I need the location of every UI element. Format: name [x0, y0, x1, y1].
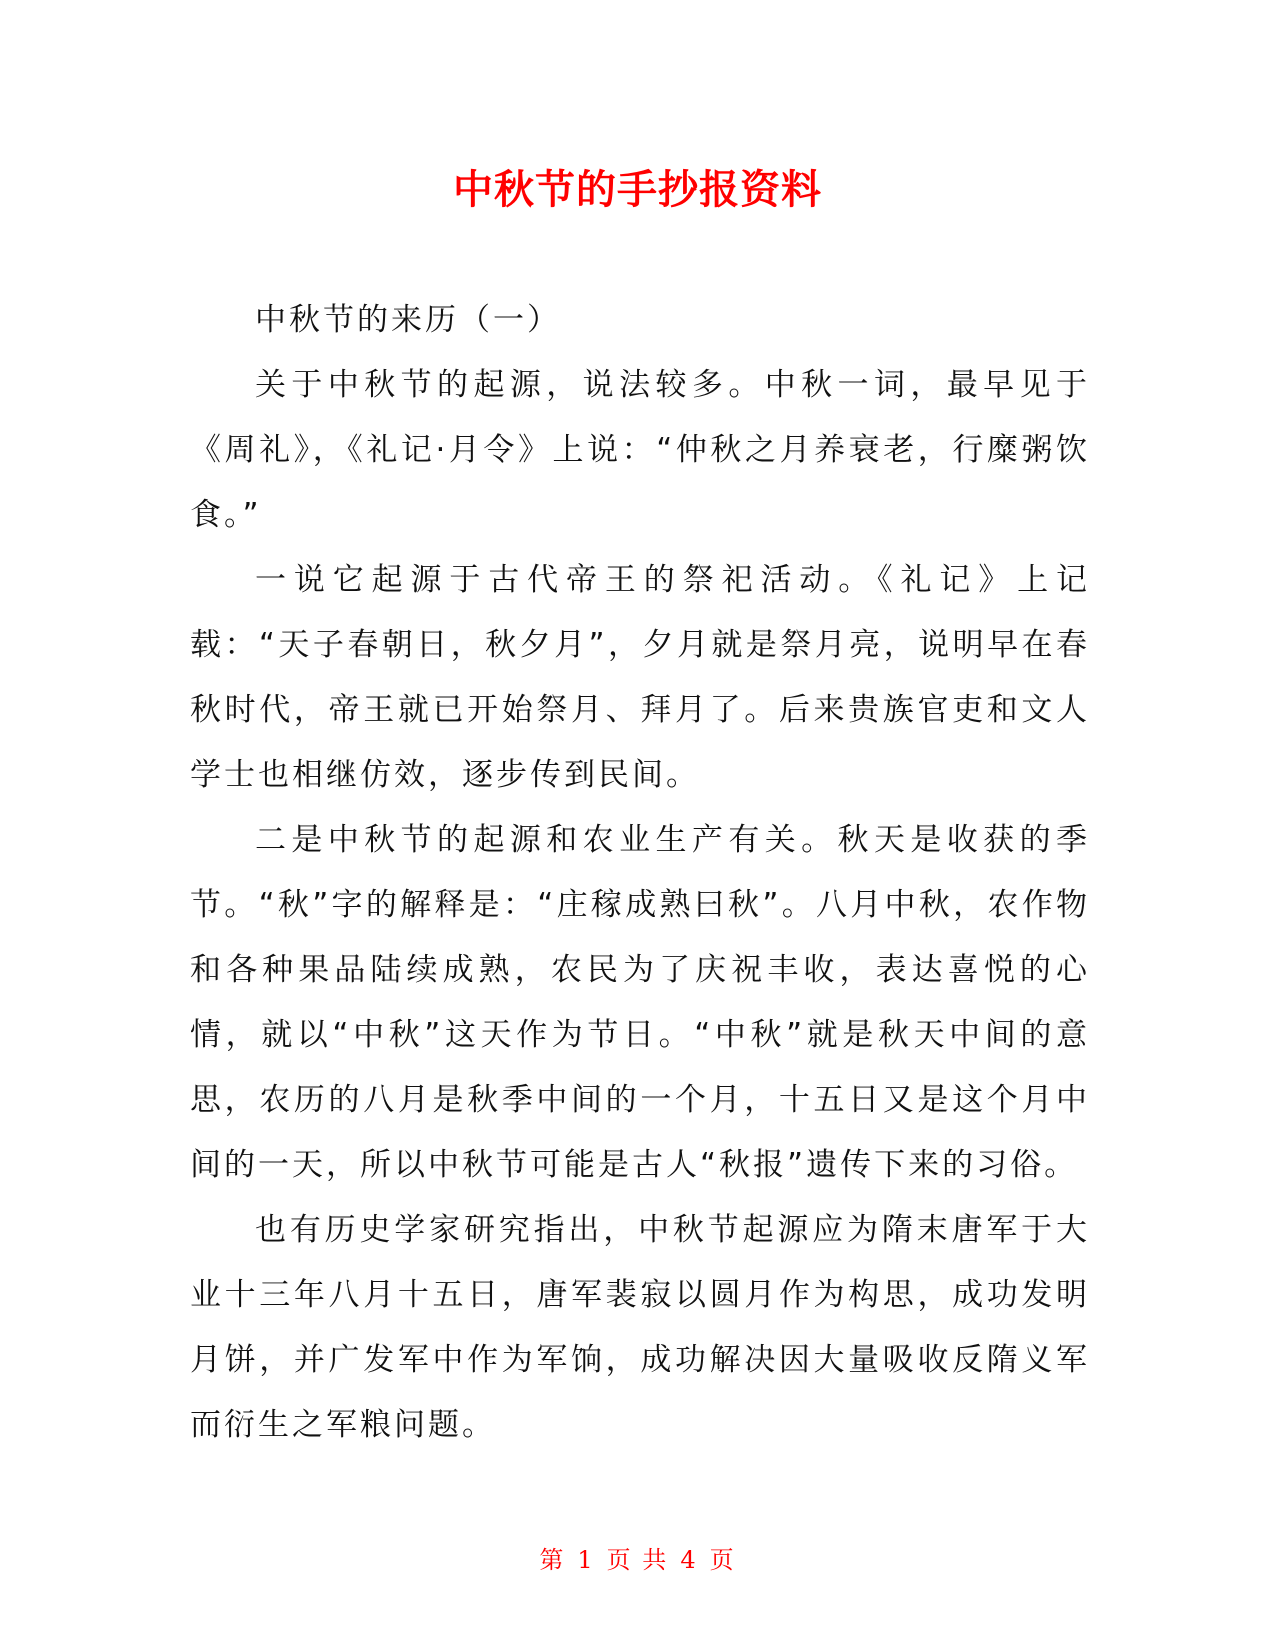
paragraph: 关于中秋节的起源，说法较多。中秋一词，最早见于《周礼》，《礼记·月令》上说：“仲秋之月养衰老，行糜粥饮食。” — [190, 367, 1090, 533]
footer-mid: 页 共 — [606, 1546, 669, 1574]
paragraph: 一说它起源于古代帝王的祭祀活动。《礼记》上记载：“天子春朝日，秋夕月”，夕月就是祭月亮，说明早在春秋时代，帝王就已开始祭月、拜月了。后来贵族官吏和文人学士也相继仿效，逐步传到民间。 — [190, 562, 1090, 793]
total-pages: 4 — [680, 1546, 698, 1574]
paragraph: 也有历史学家研究指出，中秋节起源应为隋末唐军于大业十三年八月十五日，唐军裴寂以圆月作为构思，成功发明月饼，并广发军中作为军饷，成功解决因大量吸收反隋义军而衍生之军粮问题。 — [190, 1212, 1090, 1443]
paragraph: 二是中秋节的起源和农业生产有关。秋天是收获的季节。“秋”字的解释是：“庄稼成熟曰秋”。八月中秋，农作物和各种果品陆续成熟，农民为了庆祝丰收，表达喜悦的心情，就以“中秋”这天作为节日。“中秋”就是秋天中间的意思，农历的八月是秋季中间的一个月，十五日又是这个月中间的一天，所以中秋节可能是古人“秋报”遗传下来的习俗。 — [190, 822, 1090, 1183]
document-title: 中秋节的手抄报资料 — [453, 167, 822, 213]
page-number: 1 — [577, 1546, 595, 1574]
footer-suffix: 页 — [709, 1546, 736, 1574]
document-body — [190, 288, 1090, 1458]
paragraph-heading: 中秋节的来历（一） — [255, 302, 561, 338]
page-footer — [0, 1540, 1275, 1575]
footer-prefix: 第 — [539, 1546, 566, 1574]
